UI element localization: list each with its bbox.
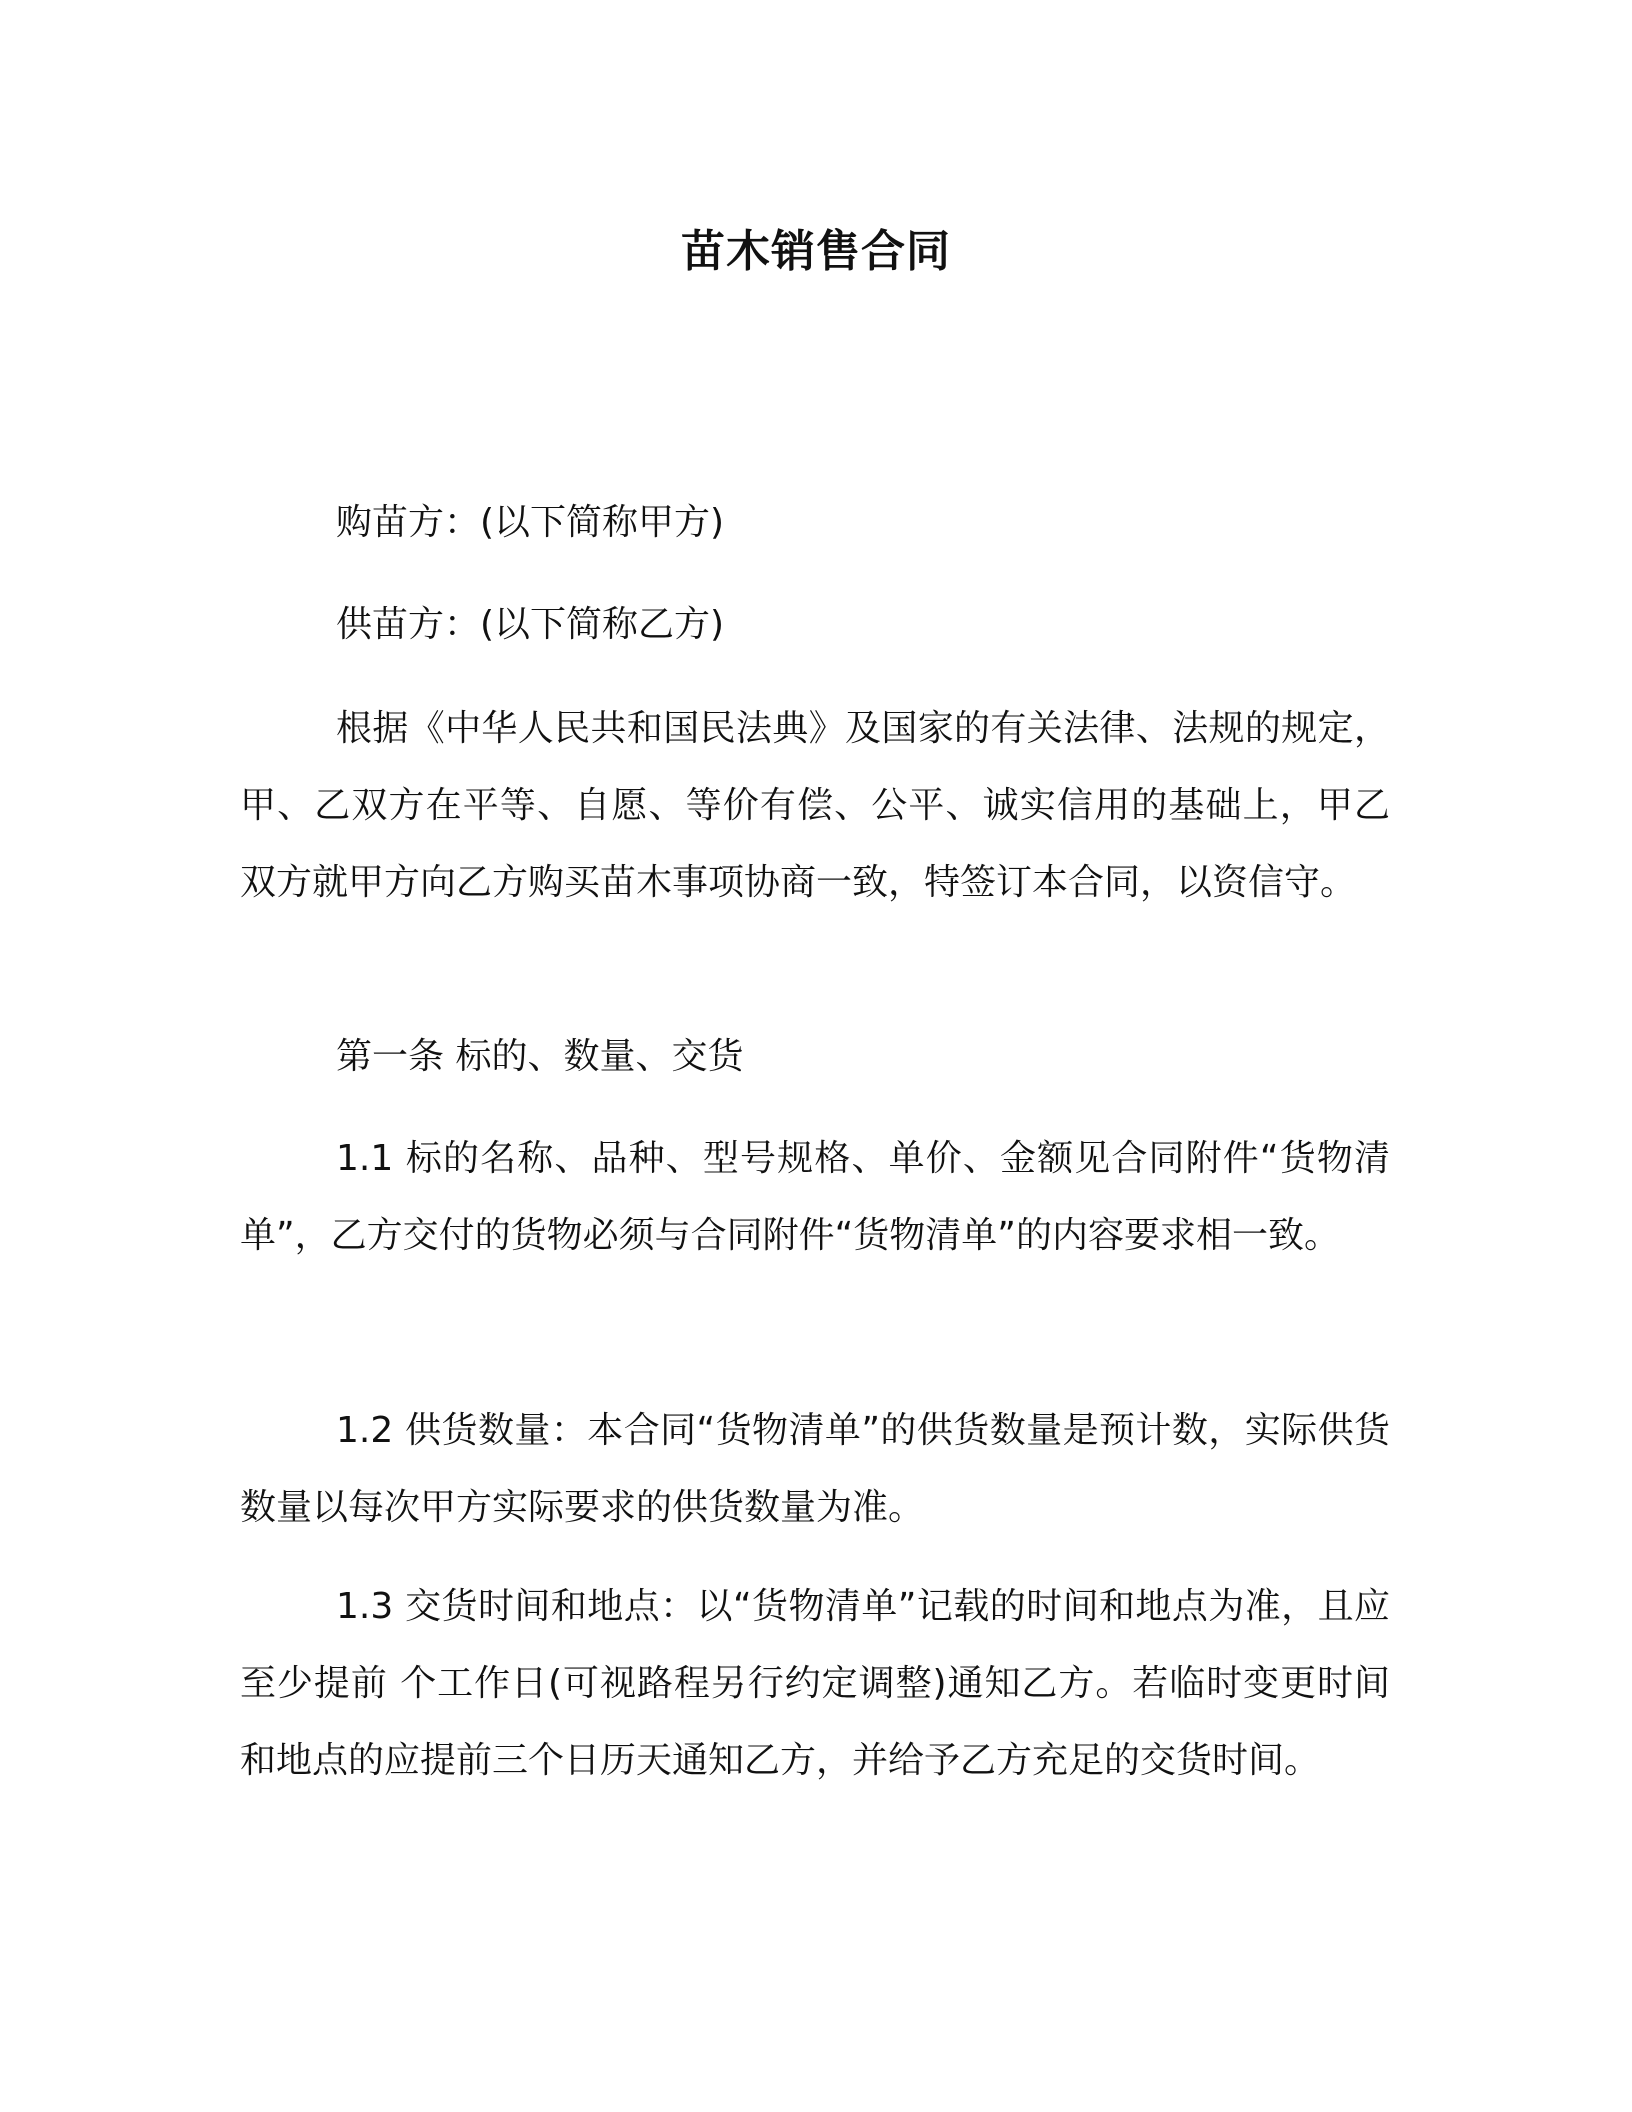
preamble-paragraph: 根据《中华人民共和国民法典》及国家的有关法律、法规的规定，甲、乙双方在平等、自愿、等价有偿、公平、诚实信用的基础上，甲乙双方就甲方向乙方购买苗木事项协商一致，特签订本合同，以资信守。 [240, 708, 1390, 903]
party-b-line: 供苗方：(以下简称乙方) [336, 604, 725, 645]
clause-1-2: 1.2 供货数量：本合同“货物清单”的供货数量是预计数，实际供货数量以每次甲方实际要求的供货数量为准。 [240, 1410, 1390, 1528]
party-a-line: 购苗方：(以下简称甲方) [336, 502, 725, 543]
clause-1-1: 1.1 标的名称、品种、型号规格、单价、金额见合同附件“货物清单”，乙方交付的货物必须与合同附件“货物清单”的内容要求相一致。 [240, 1138, 1390, 1256]
article-1-heading: 第一条 标的、数量、交货 [336, 1036, 744, 1077]
document-title: 苗木销售合同 [681, 226, 951, 277]
clause-1-3: 1.3 交货时间和地点：以“货物清单”记载的时间和地点为准，且应至少提前 个工作日(可视路程另行约定调整)通知乙方。若临时变更时间和地点的应提前三个日历天通知乙方，并给予乙方充足的交货时间。 [240, 1586, 1390, 1781]
